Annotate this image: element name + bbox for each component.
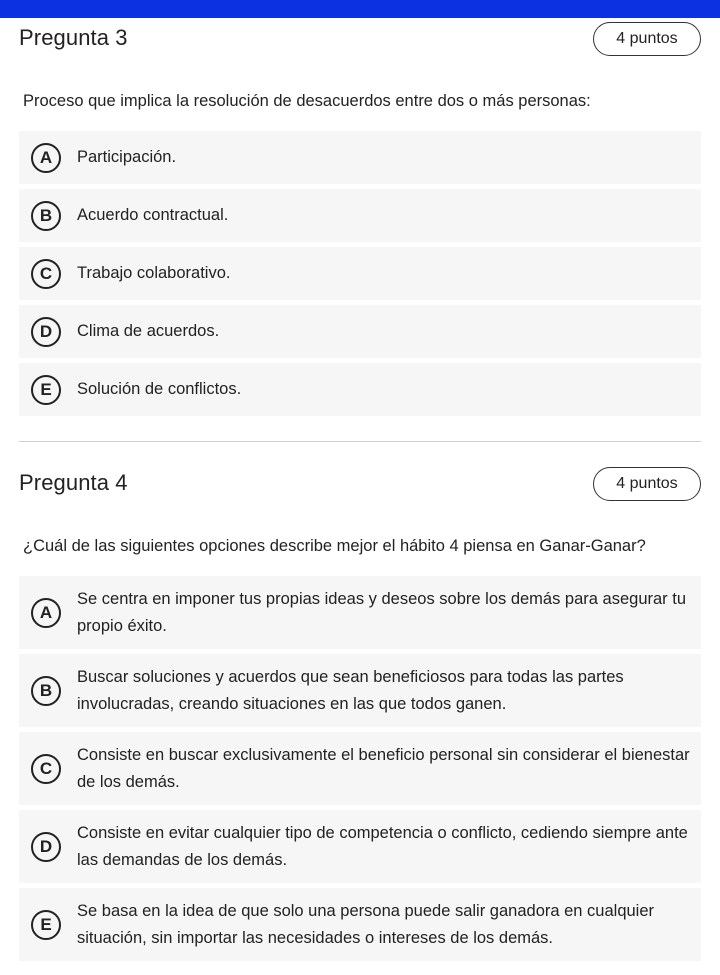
- option-letter-b: B: [31, 201, 61, 231]
- option-letter-e: E: [31, 375, 61, 405]
- question-prompt: Proceso que implica la resolución de desacuerdos entre dos o más personas:: [23, 92, 591, 110]
- option-text: Se basa en la idea de que solo una persona puede salir ganadora en cualquier situación, sin importar las necesidades o intereses de los demás.: [77, 901, 655, 947]
- option-letter-b: B: [31, 676, 61, 706]
- points-badge: 4 puntos: [593, 467, 701, 501]
- option-letter-a: A: [31, 143, 61, 173]
- question-title: Pregunta 3: [19, 25, 128, 50]
- answer-option-b[interactable]: [19, 654, 701, 727]
- question-3: [19, 22, 701, 421]
- option-text: Buscar soluciones y acuerdos que sean beneficiosos para todas las partes involucradas, creando situaciones en las que todos ganen.: [77, 667, 624, 713]
- answer-option-e[interactable]: [19, 363, 701, 416]
- option-text: Solución de conflictos.: [77, 380, 242, 398]
- option-letter-a: A: [31, 598, 61, 628]
- option-text: Acuerdo contractual.: [77, 206, 229, 224]
- option-text: Participación.: [77, 148, 177, 166]
- question-title: Pregunta 4: [19, 470, 128, 495]
- answer-option-a[interactable]: [19, 576, 701, 649]
- answer-option-d[interactable]: [19, 305, 701, 358]
- option-text: Consiste en buscar exclusivamente el beneficio personal sin considerar el bienestar de los demás.: [77, 745, 690, 791]
- option-letter-c: C: [31, 259, 61, 289]
- option-text: Se centra en imponer tus propias ideas y deseos sobre los demás para asegurar tu propio éxito.: [77, 589, 687, 635]
- answer-option-b[interactable]: [19, 189, 701, 242]
- answer-option-c[interactable]: [19, 732, 701, 805]
- question-header: [19, 22, 701, 62]
- option-letter-d: D: [31, 317, 61, 347]
- option-letter-c: C: [31, 754, 61, 784]
- option-text: Consiste en evitar cualquier tipo de competencia o conflicto, cediendo siempre ante las demandas de los demás.: [77, 823, 688, 869]
- option-letter-d: D: [31, 832, 61, 862]
- points-badge: 4 puntos: [593, 22, 701, 56]
- section-divider: [19, 441, 701, 442]
- question-prompt: ¿Cuál de las siguientes opciones describe mejor el hábito 4 piensa en Ganar-Ganar?: [23, 537, 646, 555]
- answer-option-e[interactable]: [19, 888, 701, 961]
- question-header: [19, 467, 701, 507]
- answer-option-d[interactable]: [19, 810, 701, 883]
- top-accent-bar: [0, 0, 720, 18]
- answer-option-a[interactable]: [19, 131, 701, 184]
- answer-option-c[interactable]: [19, 247, 701, 300]
- question-4: [19, 467, 701, 966]
- option-text: Trabajo colaborativo.: [77, 264, 231, 282]
- option-text: Clima de acuerdos.: [77, 322, 220, 340]
- option-letter-e: E: [31, 910, 61, 940]
